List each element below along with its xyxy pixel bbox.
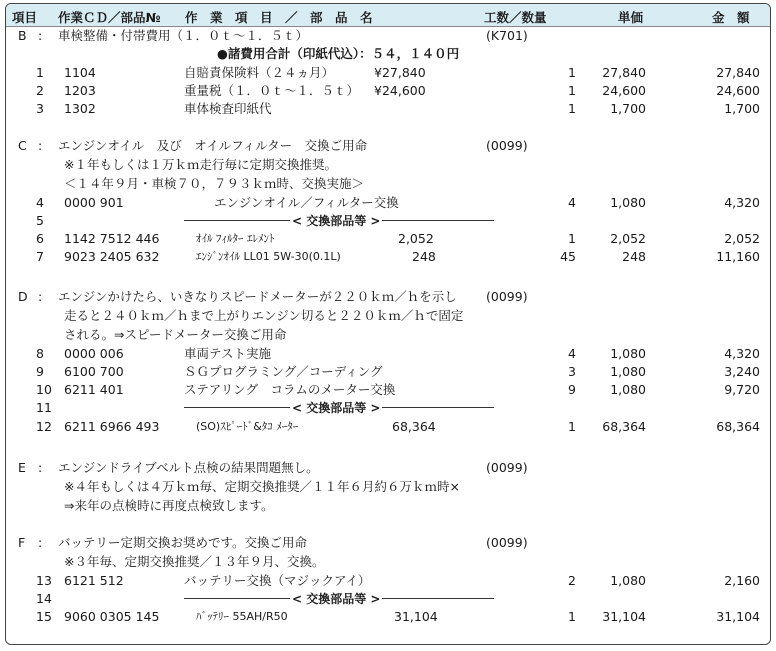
row-code: 0000 901	[64, 195, 124, 210]
row-code: 9060 0305 145	[64, 609, 160, 624]
section-code: (0099)	[486, 289, 528, 304]
parts-separator-row	[6, 590, 770, 608]
note-text: 走ると２４０ｋｍ／ｈまで上がりエンジン切ると２２０ｋｍ／ｈで固定	[64, 308, 464, 323]
table-row	[6, 100, 770, 118]
header-amount: 金 額	[712, 10, 750, 25]
subtotal-text: ●諸費用合計（印紙代込）：５４，１４０円	[217, 46, 460, 61]
table-row	[6, 572, 770, 590]
row-code: 1302	[64, 101, 96, 116]
header-item: 項目	[12, 10, 38, 25]
row-unit: 1,080	[610, 382, 646, 397]
row-price: ¥27,840	[374, 65, 426, 80]
row-no: 13	[36, 573, 52, 588]
row-qty: 9	[568, 382, 576, 397]
table-row	[6, 363, 770, 381]
row-qty: 1	[568, 101, 576, 116]
row-qty: 45	[560, 249, 576, 264]
section-code: (0099)	[486, 460, 528, 475]
row-name: 自賠責保険料（２４ヵ月）	[184, 65, 335, 80]
estimate-sheet	[5, 3, 771, 645]
section-colon: :	[38, 535, 43, 550]
section-note	[6, 553, 770, 571]
section-title: エンジンオイル 及び オイルフィルター 交換ご用命	[58, 138, 368, 153]
row-name: ＳＧプログラミング／コーディング	[184, 364, 383, 379]
row-amount: 11,160	[716, 249, 760, 264]
separator-label: < 交換部品等 >	[292, 592, 381, 606]
row-qty: 4	[568, 346, 576, 361]
section-colon: :	[38, 138, 43, 153]
row-price: ¥24,600	[374, 83, 426, 98]
section-title: バッテリー定期交換お奨めです。交換ご用命	[58, 535, 308, 550]
section-d-title-row	[6, 288, 770, 306]
row-amount: 9,720	[724, 382, 760, 397]
section-code: (0099)	[486, 138, 528, 153]
row-amount: 2,160	[724, 573, 760, 588]
row-no: 11	[36, 400, 52, 415]
section-note	[6, 478, 770, 496]
row-name: ｴﾝｼﾞﾝｵｲﾙ LL01 5W-30(0.1L)	[196, 250, 341, 263]
row-price: 68,364	[392, 419, 436, 434]
row-code: 6100 700	[64, 364, 124, 379]
note-text: ※３年毎、定期交換推奨／１３年９月、交換。	[64, 554, 325, 569]
section-note	[6, 175, 770, 193]
row-unit: 24,600	[602, 83, 646, 98]
section-b-title-row	[6, 27, 770, 45]
section-title: エンジンかけたら、いきなりスピードメーターが２２０ｋｍ／ｈを示し	[58, 289, 457, 304]
row-no: 12	[36, 419, 52, 434]
row-no: 9	[36, 364, 44, 379]
section-e-title-row	[6, 459, 770, 477]
row-code: 9023 2405 632	[64, 249, 160, 264]
row-unit: 31,104	[602, 609, 646, 624]
row-amount: 4,320	[724, 195, 760, 210]
row-no: 4	[36, 195, 44, 210]
row-unit: 68,364	[602, 419, 646, 434]
row-unit: 248	[622, 249, 646, 264]
row-amount: 68,364	[716, 419, 760, 434]
row-code: 0000 006	[64, 346, 124, 361]
row-unit: 1,080	[610, 195, 646, 210]
header-unit: 単価	[618, 10, 644, 25]
row-code: 6121 512	[64, 573, 124, 588]
row-name: ステアリング コラムのメーター交換	[184, 382, 396, 397]
row-qty: 1	[568, 65, 576, 80]
row-amount: 1,700	[724, 101, 760, 116]
row-code: 1203	[64, 83, 96, 98]
table-row	[6, 608, 770, 626]
table-row	[6, 381, 770, 399]
row-no: 3	[36, 101, 44, 116]
row-code: 6211 401	[64, 382, 124, 397]
section-title: エンジンドライブベルト点検の結果問題無し。	[58, 460, 319, 475]
row-name: ﾊﾞｯﾃﾘｰ 55AH/R50	[196, 610, 288, 623]
row-qty: 2	[568, 573, 576, 588]
section-code: (0099)	[486, 535, 528, 550]
table-row	[6, 82, 770, 100]
note-text: ※１年もしくは１万ｋｍ走行毎に定期交換推奨。	[64, 157, 337, 172]
section-note	[6, 326, 770, 344]
row-amount: 31,104	[716, 609, 760, 624]
table-row	[6, 64, 770, 82]
section-note	[6, 307, 770, 325]
row-unit: 1,080	[610, 346, 646, 361]
row-name: 車体検査印紙代	[184, 101, 272, 116]
section-colon: :	[38, 28, 43, 43]
row-no: 1	[36, 65, 44, 80]
row-name: エンジンオイル／フィルター交換	[214, 195, 399, 210]
section-code: (K701)	[486, 28, 528, 43]
separator-label: < 交換部品等 >	[292, 214, 381, 228]
row-no: 2	[36, 83, 44, 98]
row-price: 2,052	[398, 231, 434, 246]
row-price: 248	[412, 249, 436, 264]
table-row	[6, 230, 770, 248]
section-f-title-row	[6, 534, 770, 552]
row-code: 1142 7512 446	[64, 231, 160, 246]
section-marker: D	[18, 289, 28, 304]
row-name: 車両テスト実施	[184, 346, 272, 361]
row-no: 7	[36, 249, 44, 264]
row-unit: 2,052	[610, 231, 646, 246]
row-no: 15	[36, 609, 52, 624]
row-amount: 27,840	[716, 65, 760, 80]
parts-separator-row	[6, 212, 770, 230]
row-code: 1104	[64, 65, 96, 80]
row-unit: 1,700	[610, 101, 646, 116]
note-text: ※４年もしくは４万ｋｍ毎、定期交換推奨／１１年６月約６万ｋｍ時×	[64, 479, 460, 494]
section-colon: :	[38, 460, 43, 475]
note-text: される。⇒スピードメーター交換ご用命	[64, 327, 287, 342]
row-amount: 3,240	[724, 364, 760, 379]
table-header	[6, 4, 770, 27]
section-b-subtotal	[6, 45, 770, 63]
row-no: 10	[36, 382, 52, 397]
row-unit: 27,840	[602, 65, 646, 80]
row-code: 6211 6966 493	[64, 419, 160, 434]
section-note	[6, 156, 770, 174]
row-name: 重量税（１．０ｔ〜１．５ｔ）	[184, 83, 360, 98]
row-price: 31,104	[394, 609, 438, 624]
row-name: バッテリー交換（マジックアイ）	[184, 573, 371, 588]
row-amount: 4,320	[724, 346, 760, 361]
table-row	[6, 418, 770, 436]
table-row	[6, 194, 770, 212]
section-note	[6, 497, 770, 515]
table-row	[6, 345, 770, 363]
row-qty: 4	[568, 195, 576, 210]
row-unit: 1,080	[610, 573, 646, 588]
row-unit: 1,080	[610, 364, 646, 379]
row-no: 8	[36, 346, 44, 361]
section-marker: E	[18, 460, 26, 475]
row-name: ｵｲﾙ ﾌｨﾙﾀｰ ｴﾚﾒﾝﾄ	[196, 232, 275, 245]
row-name: (SO)ｽﾋﾟｰﾄﾞ&ﾀｺ ﾒｰﾀｰ	[196, 420, 299, 433]
header-qty: 工数／数量	[484, 10, 547, 25]
row-qty: 1	[568, 83, 576, 98]
section-marker: B	[18, 28, 27, 43]
table-row	[6, 248, 770, 266]
row-qty: 1	[568, 609, 576, 624]
row-qty: 1	[568, 231, 576, 246]
row-no: 5	[36, 213, 44, 228]
header-code: 作業ＣＤ／部品№	[58, 10, 161, 25]
section-title: 車検整備・付帯費用（１．０ｔ〜１．５ｔ）	[58, 28, 309, 43]
header-name: 作 業 項 目 ／ 部 品 名	[185, 10, 373, 25]
section-colon: :	[38, 289, 43, 304]
section-c-title-row	[6, 137, 770, 155]
row-amount: 24,600	[716, 83, 760, 98]
separator-label: < 交換部品等 >	[292, 401, 381, 415]
row-qty: 3	[568, 364, 576, 379]
row-no: 14	[36, 591, 52, 606]
note-text: ＜１４年９月・車検７０，７９３ｋｍ時、交換実施＞	[64, 176, 365, 191]
row-amount: 2,052	[724, 231, 760, 246]
row-no: 6	[36, 231, 44, 246]
parts-separator-row	[6, 399, 770, 417]
note-text: ⇒来年の点検時に再度点検致します。	[64, 498, 274, 513]
section-marker: F	[18, 535, 26, 550]
row-qty: 1	[568, 419, 576, 434]
section-marker: C	[18, 138, 27, 153]
